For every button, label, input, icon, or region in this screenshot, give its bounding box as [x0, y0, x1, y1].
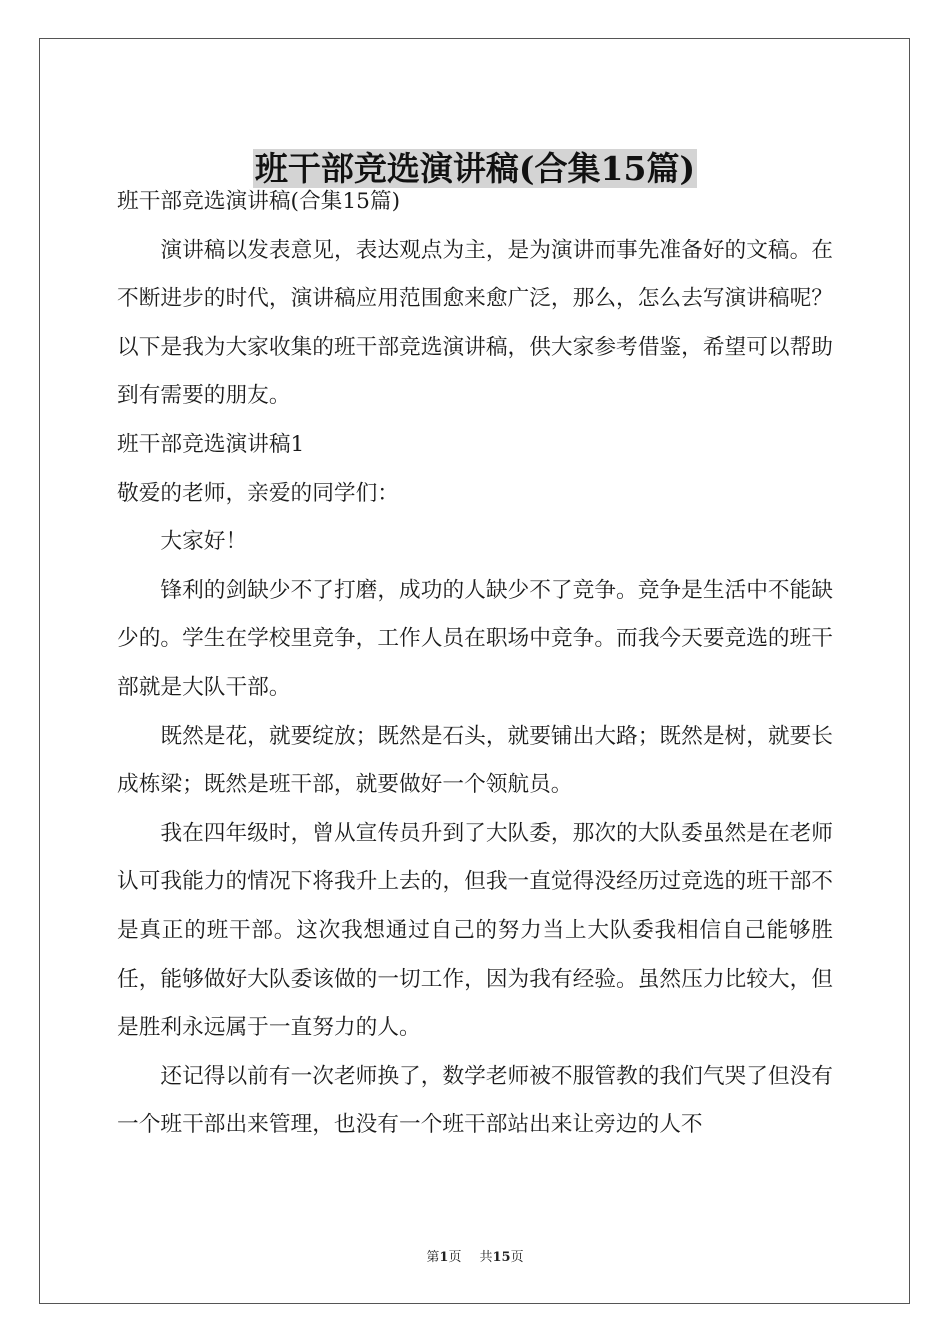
paragraph: 演讲稿以发表意见，表达观点为主，是为演讲而事先准备好的文稿。在不断进步的时代，演讲稿应用范围愈来愈广泛，那么，怎么去写演讲稿呢？以下是我为大家收集的班干部竞选演讲稿，供大家参考借鉴，希望可以帮助到有需要的朋友。	[117, 237, 833, 409]
total-prefix: 共	[479, 1250, 493, 1265]
document-body	[117, 178, 833, 1150]
paragraph: 我在四年级时，曾从宣传员升到了大队委，那次的大队委虽然是在老师认可我能力的情况下将我升上去的，但我一直觉得没经历过竞选的班干部不是真正的班干部。这次我想通过自己的努力当上大队委我相信自己能够胜任，能够做好大队委该做的一切工作，因为我有经验。虽然压力比较大，但是胜利永远属于一直努力的人。	[117, 820, 833, 1041]
paragraph: 敬爱的老师，亲爱的同学们：	[117, 480, 399, 506]
total-suffix: 页	[510, 1250, 524, 1265]
paragraph: 锋利的剑缺少不了打磨，成功的人缺少不了竞争。竞争是生活中不能缺少的。学生在学校里竞争，工作人员在职场中竞争。而我今天要竞选的班干部就是大队干部。	[117, 577, 833, 700]
total-pages: 15	[492, 1250, 511, 1265]
paragraph: 班干部竞选演讲稿1	[117, 431, 305, 457]
document-title-text: 班干部竞选演讲稿(合集15篇)	[254, 149, 696, 189]
page-prefix: 第	[426, 1250, 440, 1265]
page-footer	[0, 1246, 950, 1265]
paragraph: 既然是花，就要绽放；既然是石头，就要铺出大路；既然是树，就要长成栋梁；既然是班干部，就要做好一个领航员。	[117, 723, 833, 798]
page-number: 1	[439, 1250, 449, 1265]
paragraph: 还记得以前有一次老师换了，数学老师被不服管教的我们气哭了但没有一个班干部出来管理，也没有一个班干部站出来让旁边的人不	[117, 1063, 833, 1138]
page-suffix: 页	[448, 1250, 462, 1265]
paragraph: 班干部竞选演讲稿(合集15篇)	[117, 189, 401, 214]
paragraph: 大家好！	[160, 529, 248, 555]
